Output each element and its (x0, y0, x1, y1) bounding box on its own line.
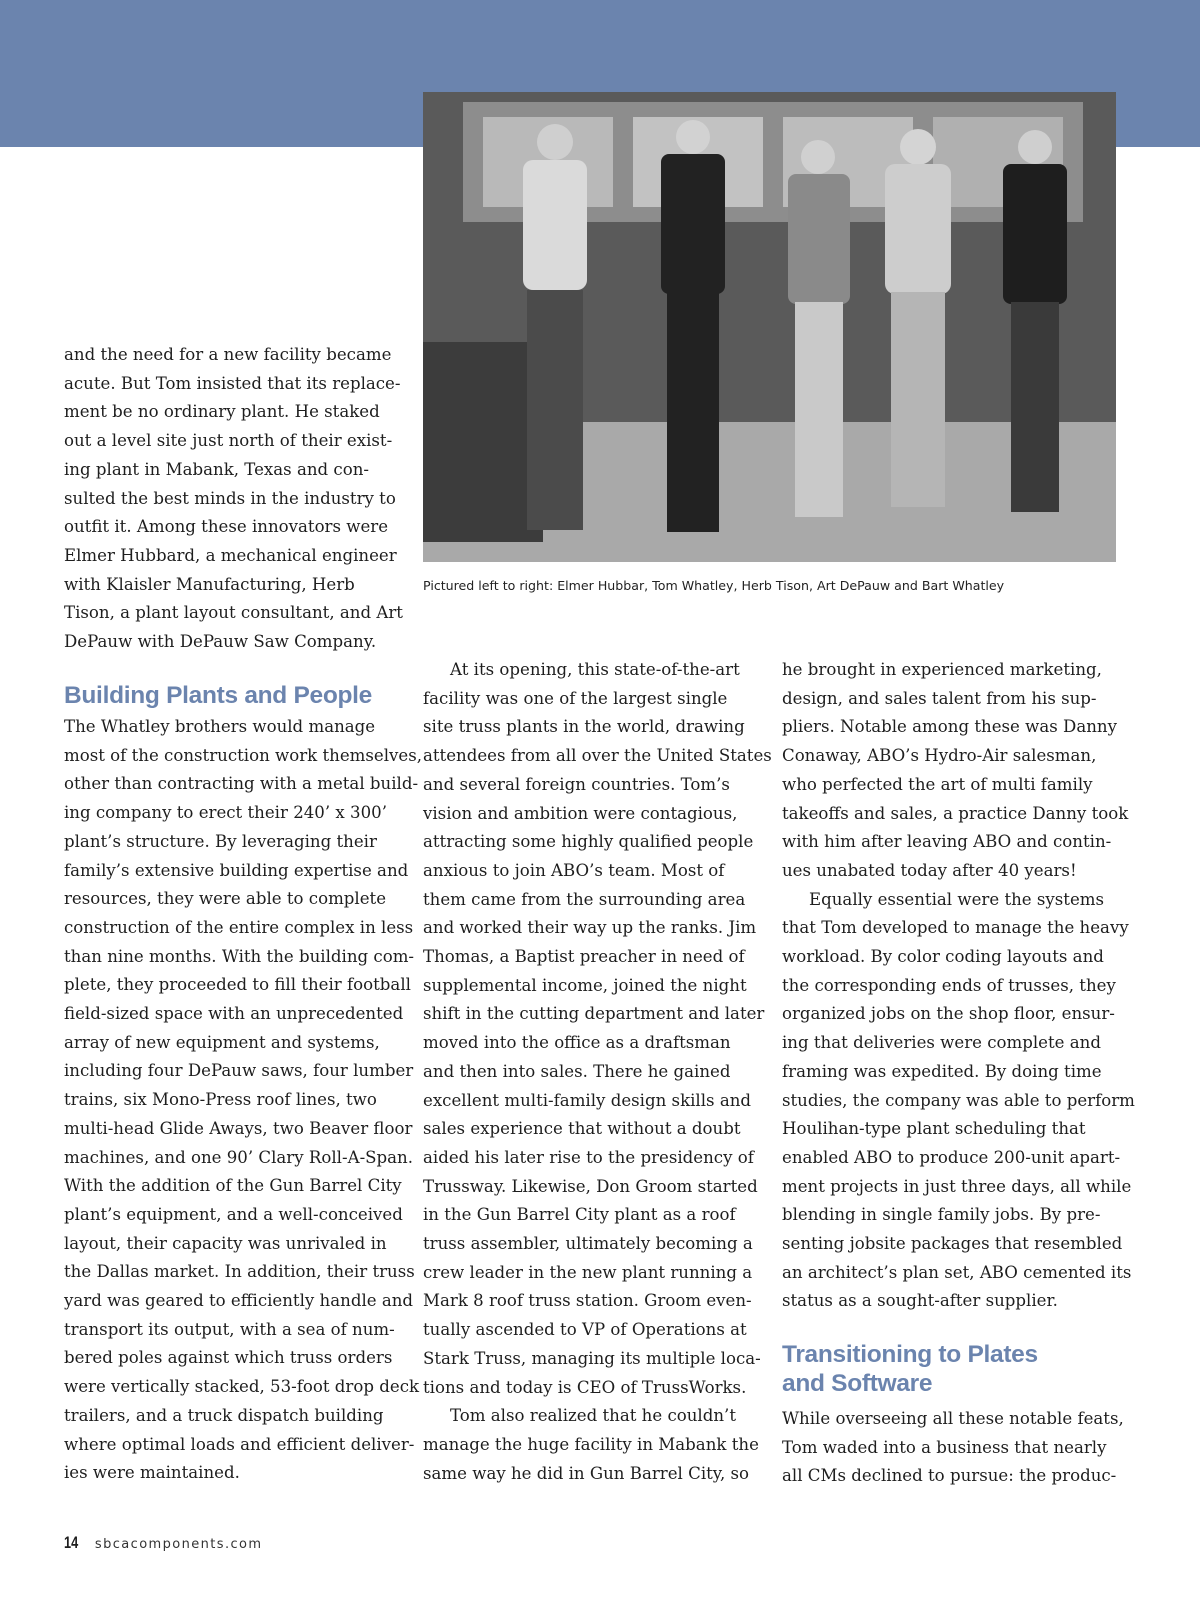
text-line: Elmer Hubbard, a mechanical engineer (64, 545, 397, 565)
text-line: moved into the office as a draftsman (423, 1033, 731, 1053)
text-line: in the Gun Barrel City plant as a roof (423, 1205, 736, 1225)
text-line: The Whatley brothers would manage (64, 717, 376, 736)
text-line: construction of the entire complex in less (64, 917, 414, 937)
text-line: plete, they proceeded to fill their football (64, 975, 411, 995)
text-line: Thomas, a Baptist preacher in need of (423, 947, 745, 967)
text-line: attracting some highly qualified people (423, 832, 754, 852)
text-line: he brought in experienced marketing, (782, 660, 1102, 679)
text-line: attendees from all over the United States (423, 746, 772, 766)
text-line: truss assembler, ultimately becoming a (423, 1234, 753, 1254)
text-line: senting jobsite packages that resembled (782, 1234, 1123, 1254)
text-line: aided his later rise to the presidency of (423, 1147, 754, 1167)
page-number: 14 (64, 1533, 79, 1552)
text-line: plant’s structure. By leveraging their (64, 831, 377, 851)
text-line: ing company to erect their 240’ x 300’ (64, 803, 387, 823)
text-line: array of new equipment and systems, (64, 1032, 380, 1052)
text-line: facility was one of the largest single (423, 688, 728, 708)
text-line: sulted the best minds in the industry to (64, 488, 396, 508)
text-line: ing that deliveries were complete and (782, 1033, 1101, 1053)
text-line: other than contracting with a metal build- (64, 774, 419, 794)
text-line: Conaway, ABO’s Hydro-Air salesman, (782, 746, 1097, 766)
group-photo (423, 92, 1116, 562)
text-line: sales experience that without a doubt (423, 1119, 741, 1139)
text-line: site truss plants in the world, drawing (423, 717, 745, 737)
text-line: ing plant in Mabank, Texas and con- (64, 459, 369, 479)
text-line: Mark 8 roof truss station. Groom even- (423, 1291, 752, 1311)
text-line: who perfected the art of multi family (782, 774, 1093, 794)
text-line: anxious to join ABO’s team. Most of (423, 860, 725, 880)
text-line: design, and sales talent from his sup- (782, 688, 1097, 708)
text-line: tually ascended to VP of Operations at (423, 1320, 747, 1340)
text-line: plant’s equipment, and a well-conceived (64, 1204, 403, 1224)
text-line: tions and today is CEO of TrussWorks. (423, 1377, 747, 1397)
text-line: outfit it. Among these innovators were (64, 517, 389, 537)
photo-illustration (423, 92, 1116, 562)
text-line: enabled ABO to produce 200-unit apart- (782, 1147, 1121, 1167)
heading-line-2: and Software (782, 1370, 933, 1397)
text-line: At its opening, this state-of-the-art (450, 660, 740, 679)
text-line: family’s extensive building expertise and (64, 860, 409, 880)
text-line: out a level site just north of their exist- (64, 431, 393, 451)
text-line: yard was geared to efficiently handle and (64, 1291, 414, 1311)
text-line: crew leader in the new plant running a (423, 1262, 753, 1282)
text-line: Houlihan-type plant scheduling that (782, 1119, 1086, 1139)
text-line: them came from the surrounding area (423, 889, 746, 909)
text-line: and the need for a new facility became (64, 345, 392, 364)
text-line: Trussway. Likewise, Don Groom started (423, 1176, 758, 1196)
text-line: Tom also realized that he couldn’t (450, 1406, 736, 1426)
text-line: excellent multi-family design skills and (423, 1090, 752, 1110)
text-line: where optimal loads and efficient deliver- (64, 1434, 415, 1454)
text-line: machines, and one 90’ Clary Roll-A-Span. (64, 1147, 414, 1167)
text-line: multi-head Glide Aways, two Beaver floor (64, 1118, 413, 1138)
text-line: blending in single family jobs. By pre- (782, 1205, 1101, 1225)
column-3-bottom-text (782, 1405, 1124, 1491)
text-line: ies were maintained. (64, 1463, 240, 1483)
photo-caption: Pictured left to right: Elmer Hubbar, Tom Whatley, Herb Tison, Art DePauw and Bart Whatley (423, 578, 1005, 593)
text-line: ment be no ordinary plant. He staked (64, 402, 380, 422)
text-line: most of the construction work themselves, (64, 745, 423, 765)
text-line: Equally essential were the systems (809, 889, 1105, 909)
text-line: shift in the cutting department and later (423, 1004, 765, 1024)
text-line: trailers, and a truck dispatch building (64, 1405, 384, 1425)
text-line: ment projects in just three days, all while (782, 1176, 1132, 1196)
text-line: that Tom developed to manage the heavy (782, 918, 1129, 938)
text-line: including four DePauw saws, four lumber (64, 1061, 414, 1081)
text-line: the Dallas market. In addition, their truss (64, 1262, 415, 1282)
text-line: takeoffs and sales, a practice Danny took (782, 803, 1129, 823)
text-line: studies, the company was able to perform (782, 1090, 1135, 1110)
column-3-top-text (782, 656, 1135, 1316)
text-line: field-sized space with an unprecedented (64, 1004, 404, 1024)
text-line: workload. By color coding layouts and (782, 947, 1104, 967)
text-line: resources, they were able to complete (64, 889, 387, 909)
text-line: layout, their capacity was unrivaled in (64, 1233, 387, 1253)
section-heading-building-plants: Building Plants and People (64, 682, 373, 709)
text-line: Tison, a plant layout consultant, and Art (64, 603, 403, 623)
text-line: DePauw with DePauw Saw Company. (64, 632, 377, 652)
column-1-bottom-text (64, 713, 422, 1488)
text-line: While overseeing all these notable feats, (782, 1409, 1124, 1428)
text-line: trains, six Mono-Press roof lines, two (64, 1090, 377, 1110)
section-heading-transitioning (782, 1340, 1038, 1398)
column-2-text (423, 656, 772, 1488)
text-line: acute. But Tom insisted that its replace- (64, 373, 401, 393)
text-line: organized jobs on the shop floor, ensur- (782, 1004, 1115, 1024)
text-line: With the addition of the Gun Barrel City (64, 1176, 402, 1196)
text-line: and worked their way up the ranks. Jim (423, 918, 757, 938)
text-line: were vertically stacked, 53-foot drop deck (64, 1377, 420, 1397)
text-line: pliers. Notable among these was Danny (782, 717, 1117, 737)
text-line: an architect’s plan set, ABO cemented its (782, 1262, 1132, 1282)
text-line: Tom waded into a business that nearly (782, 1437, 1107, 1457)
text-line: and then into sales. There he gained (423, 1061, 731, 1081)
text-line: with him after leaving ABO and contin- (782, 832, 1112, 852)
text-line: and several foreign countries. Tom’s (423, 774, 730, 794)
text-line: transport its output, with a sea of num- (64, 1319, 395, 1339)
text-line: ues unabated today after 40 years! (782, 860, 1077, 880)
text-line: bered poles against which truss orders (64, 1348, 393, 1368)
column-1-top-text (64, 341, 403, 657)
text-line: vision and ambition were contagious, (423, 803, 738, 823)
text-line: same way he did in Gun Barrel City, so (423, 1463, 750, 1483)
page-footer (64, 1533, 262, 1553)
text-line: status as a sought-after supplier. (782, 1291, 1058, 1311)
text-line: Stark Truss, managing its multiple loca- (423, 1348, 761, 1368)
heading-line-1: Transitioning to Plates (782, 1341, 1038, 1368)
text-line: with Klaisler Manufacturing, Herb (64, 574, 355, 594)
text-line: the corresponding ends of trusses, they (782, 975, 1116, 995)
text-line: framing was expedited. By doing time (782, 1061, 1102, 1081)
text-line: manage the huge facility in Mabank the (423, 1434, 759, 1454)
text-line: than nine months. With the building com- (64, 946, 415, 966)
text-line: supplemental income, joined the night (423, 975, 747, 995)
site-url: sbcacomponents.com (94, 1537, 263, 1552)
text-line: all CMs declined to pursue: the produc- (782, 1466, 1117, 1486)
